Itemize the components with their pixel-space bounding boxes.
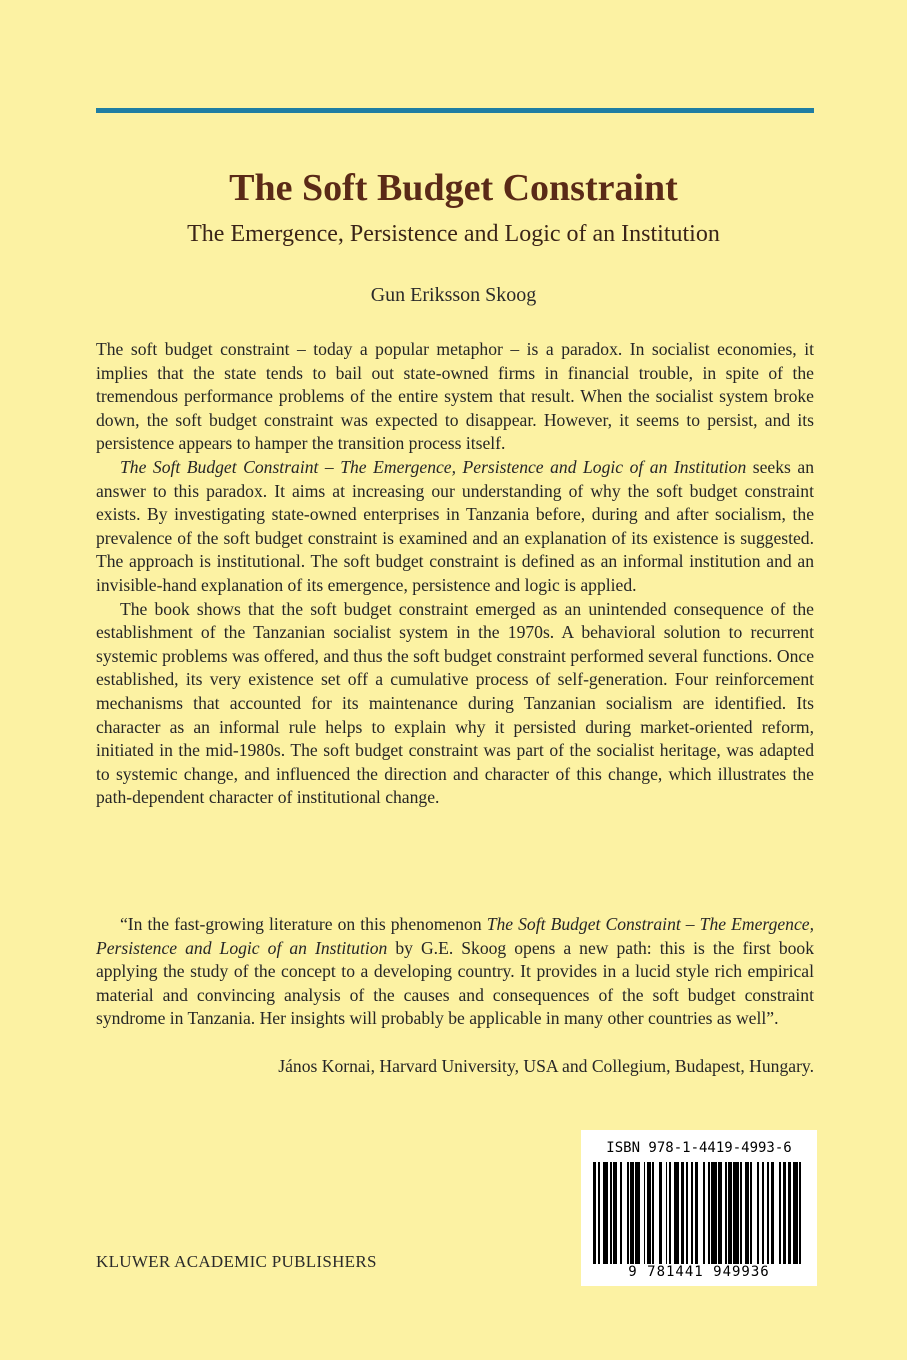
blurb-paragraph-1: The soft budget constraint – today a popular metaphor – is a paradox. In socialist economies, it implies that the state tends to bail out state-owned firms in financial trouble, in spite of the tremendous performance problems of the entire system that result. When the socialist system broke down, the soft budget constraint was expected to disappear. However, it seems to persist, and its persistence appears to hamper the transition process itself. bbox=[96, 339, 814, 454]
endorsement-lead: “In the fast-growing literature on this phenomenon bbox=[120, 914, 487, 934]
barcode-bar bbox=[801, 1162, 804, 1264]
publisher-name: KLUWER ACADEMIC PUBLISHERS bbox=[96, 1252, 377, 1271]
blurb-paragraph-2 bbox=[96, 456, 814, 598]
blurb-paragraph-3: The book shows that the soft budget constraint emerged as an unintended consequence of the establishment of the Tanzanian socialist system in the 1970s. A behavioral solution to recurrent systemic problems was offered, and thus the soft budget constraint performed several functions. Once established, its very existence set off a cumulative process of self-generation. Four reinforcement mechanisms that accounted for its maintenance during Tanzanian socialism are identified. Its character as an informal rule helps to explain why it persisted during market-oriented reform, initiated in the mid-1980s. The soft budget constraint was part of the socialist heritage, was adapted to systemic change, and influenced the direction and character of this change, which illustrates the path-dependent character of institutional change. bbox=[96, 598, 814, 808]
book-title: The Soft Budget Constraint bbox=[229, 167, 678, 209]
endorsement-attribution: János Kornai, Harvard University, USA and Collegium, Budapest, Hungary. bbox=[278, 1056, 814, 1076]
top-accent-rule bbox=[96, 108, 814, 113]
book-subtitle: The Emergence, Persistence and Logic of an Institution bbox=[187, 221, 720, 247]
isbn-barcode bbox=[581, 1130, 817, 1286]
endorsement-quote bbox=[96, 913, 814, 1031]
blurb-text bbox=[96, 338, 814, 810]
isbn-label: ISBN 978-1-4419-4993-6 bbox=[606, 1140, 792, 1156]
blurb-paragraph-2-title: The Soft Budget Constraint – The Emergence, Persistence and Logic of an Institution bbox=[120, 456, 747, 477]
endorsement-text: by G.E. Skoog opens a new path: this is the first book applying the study of the concept to a developing country. It provides in a lucid style rich empirical material and convincing analysis of the causes and consequences of the soft budget constraint syndrome in Tanzania. Her insights will probably be applicable in many other countries as well”. bbox=[96, 937, 815, 1029]
barcode-bars bbox=[593, 1162, 805, 1264]
ean-digits: 9 781441 949936 bbox=[628, 1264, 770, 1280]
endorsement-title: The Soft Budget Constraint – The Emergence, Persistence and Logic of an Institution bbox=[96, 914, 814, 958]
book-author: Gun Eriksson Skoog bbox=[370, 284, 537, 306]
blurb-paragraph-2-text: seeks an answer to this paradox. It aims at increasing our understanding of why the soft budget constraint exists. By investigating state-owned enterprises in Tanzania before, during and after socialism, the prevalence of the soft budget constraint is examined and an explanation of its existence is suggested. The approach is institutional. The soft budget constraint is defined as an informal institution and an invisible-hand explanation of its emergence, persistence and logic is applied. bbox=[96, 456, 814, 595]
